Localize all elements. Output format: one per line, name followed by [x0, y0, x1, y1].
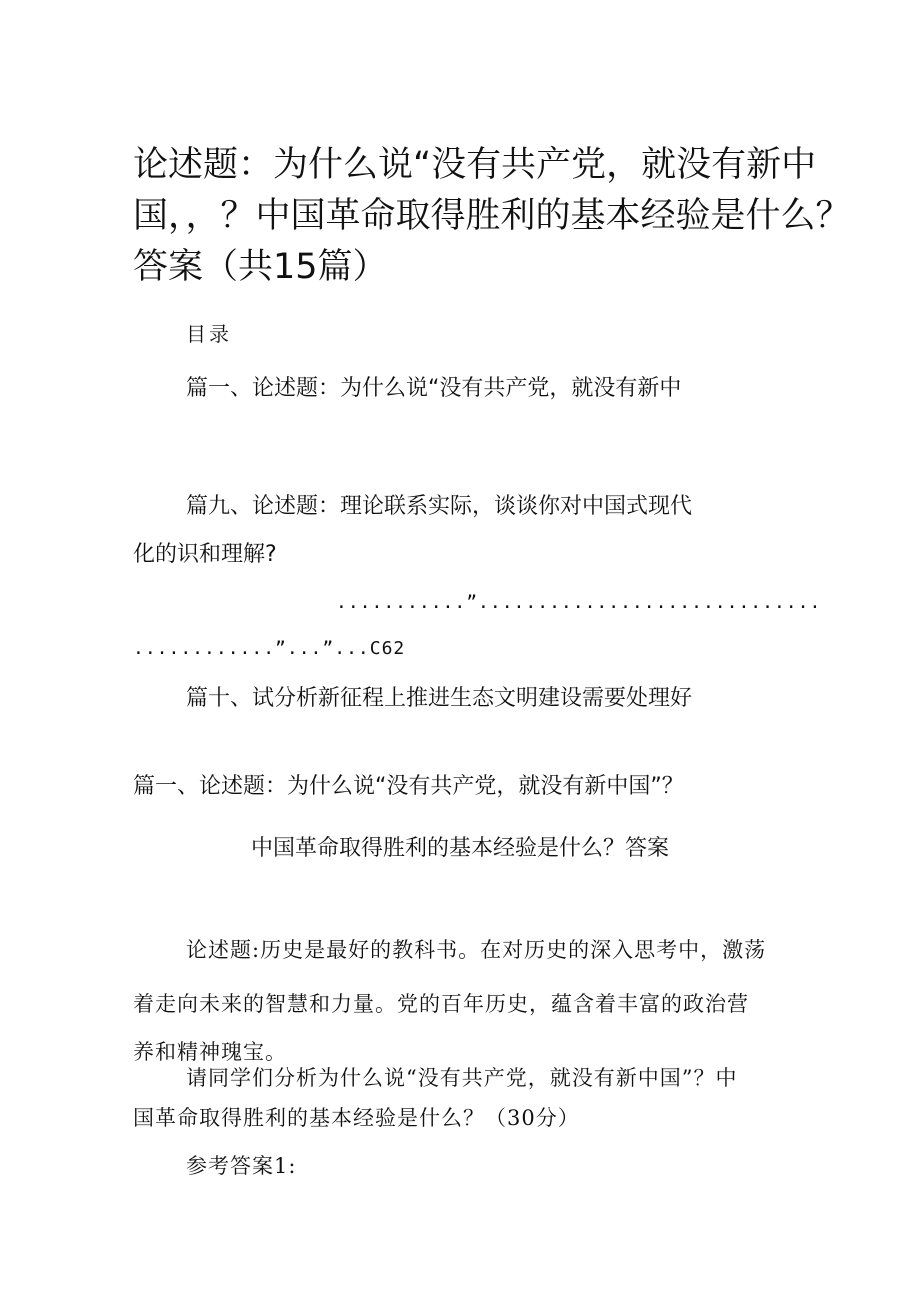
toc-heading: 目录	[186, 322, 232, 346]
toc-entry-9-line-1[interactable]: 篇九、论述题：理论联系实际，谈谈你对中国式现代	[186, 494, 693, 519]
toc-entry-9-line-2[interactable]: 化的识和理解?	[133, 542, 277, 567]
paragraph-1-line-1: 论述题:历史是最好的教科书。在对历史的深入思考中，激荡	[186, 938, 767, 962]
title-line-3: 答案（共15篇）	[133, 247, 388, 287]
toc-leader-dots-1: ...........”.............................	[336, 592, 822, 613]
paragraph-1-line-2: 着走向未来的智慧和力量。党的百年历史，蕴含着丰富的政治营	[133, 992, 749, 1016]
document-title	[133, 140, 851, 293]
title-line-2: 国，，？中国革命取得胜利的基本经验是什么？	[133, 196, 851, 236]
toc-leader-dots-2: ............”...”...C62	[133, 638, 406, 659]
toc-entry-1[interactable]: 篇一、论述题：为什么说“没有共产党，就没有新中	[186, 376, 682, 401]
paragraph-2-line-2: 国革命取得胜利的基本经验是什么？（30分）	[133, 1106, 580, 1130]
title-line-1: 论述题：为什么说“没有共产党，就没有新中	[133, 145, 817, 185]
paragraph-1-line-3: 养和精神瑰宝。	[133, 1040, 287, 1064]
section-heading-line-2: 中国革命取得胜利的基本经验是什么？答案	[250, 836, 669, 861]
section-heading-line-1: 篇一、论述题：为什么说“没有共产党，就没有新中国”？	[133, 774, 684, 799]
answer-label: 参考答案1:	[186, 1154, 297, 1178]
toc-entry-10[interactable]: 篇十、试分析新征程上推进生态文明建设需要处理好	[186, 686, 693, 711]
paragraph-2-line-1: 请同学们分析为什么说“没有共产党，就没有新中国”？中	[186, 1066, 738, 1090]
